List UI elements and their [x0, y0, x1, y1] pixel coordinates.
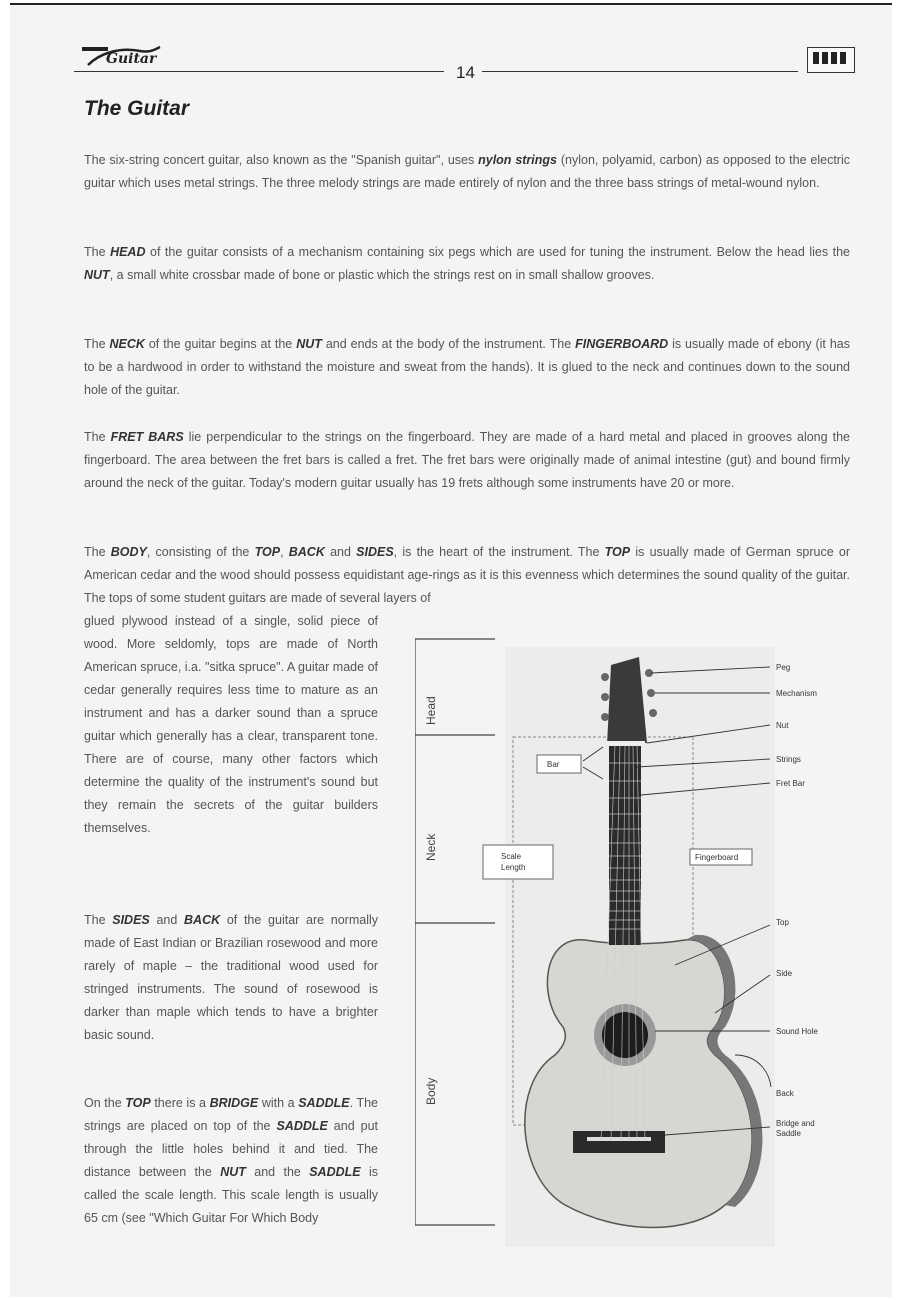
- section-bracket: [415, 639, 495, 1225]
- section-body: Body: [424, 1077, 438, 1105]
- paragraph-top-wood: glued plywood instead of a single, solid piece of wood. More seldomly, tops are made of North American spruce, i.a. "sitka spruce". A guitar made of cedar generally requires less time to mature as an instrument and has a darker sound than a spruce guitar which generally has a clear, transparent tone. There are of course, many other factors which determine the quality of the instrument's sound but they remain the secrets of the guitar builders themselves.: [84, 614, 378, 835]
- header-rule-left: [74, 71, 444, 72]
- label-peg: Peg: [776, 663, 791, 672]
- sound-hole: [602, 1012, 648, 1058]
- paragraph-head: The HEAD of the guitar consists of a mechanism containing six pegs which are used for tuning the instrument. Below the head lies the NUT, a small white crossbar made of bone or plastic which the strings rest on in small shallow grooves.: [84, 245, 850, 282]
- page: [10, 3, 892, 1297]
- label-fret-bar: Fret Bar: [776, 779, 805, 788]
- label-bridge-line2: Saddle: [776, 1129, 801, 1138]
- paragraph-neck: The NECK of the guitar begins at the NUT and ends at the body of the instrument. The FINGERBOARD is usually made of ebony (it has to be a hardwood in order to withstand the moisture and sweat from the hands). It is glued to the neck and continues down to the sound hole of the guitar.: [84, 337, 850, 397]
- header-rule-right: [482, 71, 798, 72]
- scale-length-box: [483, 845, 553, 879]
- scale-label-line2: Length: [501, 863, 526, 872]
- label-mechanism: Mechanism: [776, 689, 817, 698]
- label-side: Side: [776, 969, 793, 978]
- label-bridge-line1: Bridge and: [776, 1119, 815, 1128]
- label-back: Back: [776, 1089, 794, 1098]
- label-nut: Nut: [776, 721, 789, 730]
- bridge: [573, 1131, 665, 1153]
- guitar-logo: [80, 41, 165, 71]
- page-title: The Guitar: [84, 97, 190, 120]
- guitar-body: [525, 940, 752, 1228]
- paragraph-strings: The six-string concert guitar, also known as the "Spanish guitar", uses nylon strings (nylon, polyamid, carbon) as opposed to the electric guitar which uses metal strings. The three melody strings are made entirely of nylon and the three bass strings of metal-wound nylon.: [84, 153, 850, 190]
- bar-label: Bar: [547, 760, 560, 769]
- paragraph-body: The BODY, consisting of the TOP, BACK and SIDES, is the heart of the instrument. The TOP is usually made of German spruce or American cedar and the wood should possess equidistant age-rings as it is this evenness which determines the sound quality of the guitar. The tops of some student guitars are made of several layers of: [84, 545, 850, 605]
- fingerboard-label: Fingerboard: [695, 853, 739, 862]
- scale-label-line1: Scale: [501, 852, 522, 861]
- guitar-diagram: [415, 635, 855, 1255]
- label-top: Top: [776, 918, 789, 927]
- saddle: [587, 1137, 651, 1141]
- section-neck: Neck: [424, 833, 438, 861]
- page-number: 14: [456, 63, 475, 82]
- paragraph-bridge-saddle: On the TOP there is a BRIDGE with a SADDLE. The strings are placed on top of the SADDLE and put through the little holes behind it and tied. The distance between the NUT and the SADDLE is called the scale length. This scale length is usually 65 cm (see "Which Guitar For Which Body: [84, 1096, 378, 1225]
- logo-text: Guitar: [106, 51, 157, 67]
- label-sound-hole: Sound Hole: [776, 1027, 818, 1036]
- nut: [607, 741, 645, 746]
- paragraph-fret-bars: The FRET BARS lie perpendicular to the strings on the fingerboard. They are made of a hard metal and placed in grooves along the fingerboard. The area between the fret bars is called a fret. The fret bars were originally made of animal intestine (gut) and bound firmly around the neck of the guitar. Today's modern guitar usually has 19 frets although some instruments have 20 or more.: [84, 430, 850, 490]
- paragraph-sides-back: The SIDES and BACK of the guitar are normally made of East Indian or Brazilian rosewood and more rarely of maple – the traditional wood used for stringed instruments. The sound of rosewood is darker than maple which tends to have a brighter basic sound.: [84, 913, 378, 1042]
- publisher-badge: [807, 47, 855, 73]
- label-strings: Strings: [776, 755, 801, 764]
- section-head: Head: [424, 696, 438, 725]
